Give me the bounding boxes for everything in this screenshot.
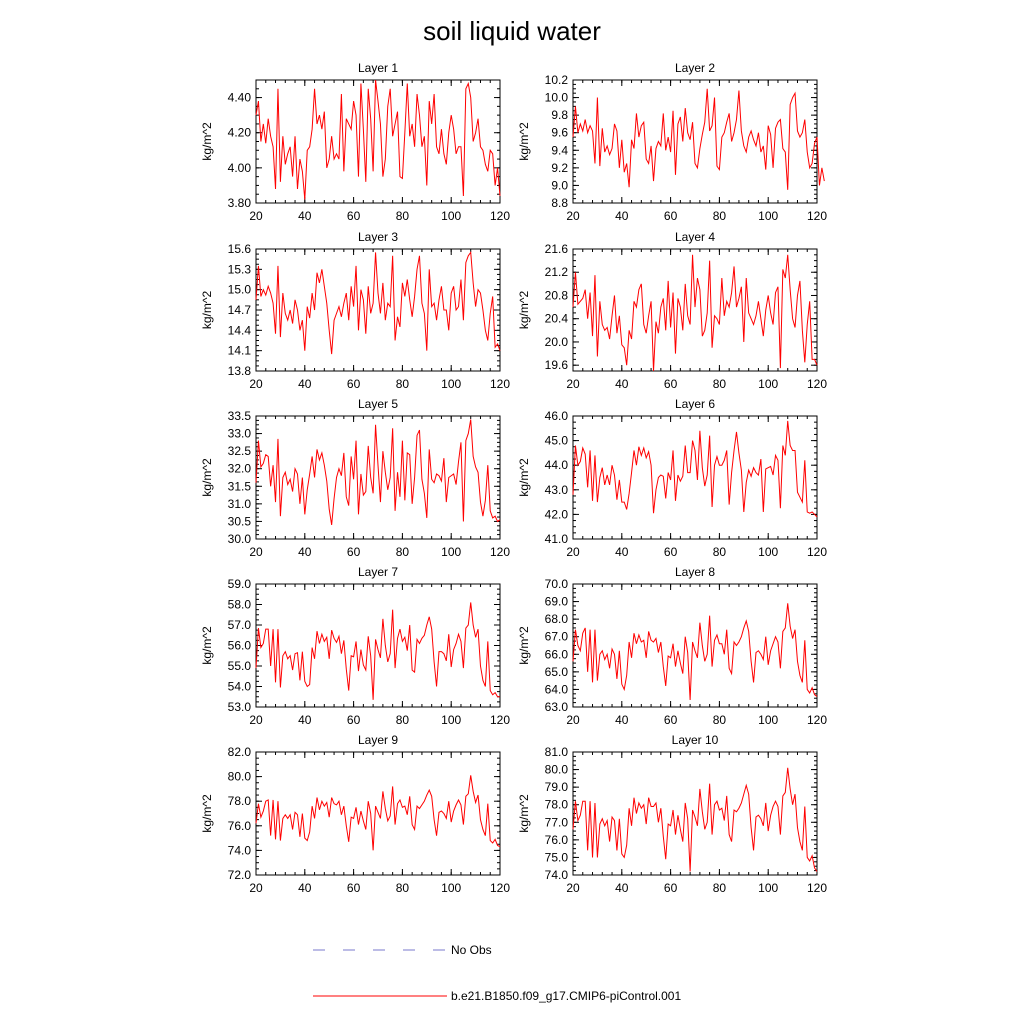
- panel-layer-10: [517, 733, 827, 895]
- x-tick-label: 60: [663, 209, 678, 223]
- x-tick-label: 100: [441, 881, 462, 895]
- y-tick-label: 63.0: [544, 700, 568, 714]
- y-tick-label: 78.0: [544, 797, 568, 812]
- y-tick-label: 9.8: [551, 108, 568, 123]
- x-tick-label: 40: [615, 377, 629, 391]
- series-line: [256, 420, 500, 525]
- series-line: [256, 252, 500, 354]
- y-tick-label: 59.0: [227, 577, 251, 591]
- y-tick-label: 31.0: [227, 496, 251, 511]
- x-tick-label: 60: [346, 209, 361, 223]
- y-tick-label: 41.0: [544, 532, 568, 546]
- y-tick-label: 20.0: [544, 334, 568, 349]
- plot-frame: [573, 752, 817, 875]
- y-tick-label: 4.00: [227, 160, 251, 175]
- panel-title: Layer 9: [357, 733, 399, 747]
- x-tick-label: 80: [712, 545, 727, 559]
- x-tick-label: 60: [346, 881, 361, 895]
- x-tick-label: 120: [806, 881, 828, 895]
- x-tick-label: 20: [566, 713, 580, 727]
- x-tick-label: 120: [489, 881, 511, 895]
- x-tick-label: 60: [346, 713, 361, 727]
- x-tick-label: 60: [663, 881, 678, 895]
- series-line: [573, 768, 817, 872]
- y-axis-label: kg/m^2: [517, 122, 531, 161]
- x-tick-label: 40: [615, 881, 629, 895]
- y-tick-label: 15.3: [227, 262, 251, 277]
- y-tick-label: 9.2: [551, 160, 568, 175]
- x-tick-label: 120: [806, 545, 828, 559]
- panel-layer-3: [200, 230, 510, 391]
- series-line: [256, 775, 500, 850]
- x-tick-label: 80: [395, 209, 410, 223]
- y-tick-label: 67.0: [544, 629, 568, 644]
- y-tick-label: 9.6: [551, 125, 568, 140]
- y-tick-label: 80.0: [544, 762, 568, 777]
- y-tick-label: 33.5: [227, 409, 251, 423]
- series-line: [573, 255, 817, 371]
- panel-title: Layer 5: [357, 397, 399, 411]
- y-tick-label: 82.0: [227, 745, 251, 759]
- panel-title: Layer 10: [671, 733, 719, 747]
- y-tick-label: 46.0: [544, 409, 568, 423]
- y-tick-label: 9.0: [551, 178, 568, 193]
- y-tick-label: 8.8: [551, 196, 568, 210]
- x-tick-label: 120: [489, 377, 511, 391]
- x-tick-label: 100: [441, 209, 462, 223]
- y-tick-label: 32.0: [227, 461, 251, 476]
- plot-frame: [256, 584, 500, 707]
- y-tick-label: 79.0: [544, 780, 568, 795]
- x-tick-label: 100: [758, 881, 779, 895]
- x-tick-label: 80: [395, 881, 410, 895]
- x-tick-label: 80: [712, 881, 727, 895]
- y-tick-label: 53.0: [227, 700, 251, 714]
- y-tick-label: 74.0: [227, 843, 251, 858]
- y-tick-label: 15.0: [227, 282, 251, 297]
- x-tick-label: 20: [249, 713, 263, 727]
- y-tick-label: 30.0: [227, 532, 251, 546]
- x-tick-label: 20: [249, 881, 263, 895]
- y-axis-label: kg/m^2: [200, 458, 214, 497]
- y-tick-label: 58.0: [227, 597, 251, 612]
- y-tick-label: 9.4: [551, 143, 568, 158]
- x-tick-label: 20: [249, 545, 263, 559]
- series-line: [573, 603, 817, 700]
- x-tick-label: 120: [489, 713, 511, 727]
- x-tick-label: 80: [395, 713, 410, 727]
- plot-frame: [573, 416, 817, 539]
- y-axis-label: kg/m^2: [200, 794, 214, 833]
- x-tick-label: 100: [441, 545, 462, 559]
- x-tick-label: 40: [298, 209, 312, 223]
- x-tick-label: 20: [249, 209, 263, 223]
- panel-title: Layer 2: [674, 61, 716, 75]
- panel-layer-6: [517, 397, 827, 559]
- y-tick-label: 20.8: [544, 288, 568, 303]
- x-tick-label: 40: [615, 545, 629, 559]
- panel-title: Layer 4: [674, 230, 716, 244]
- y-tick-label: 81.0: [544, 745, 568, 759]
- panel-title: Layer 7: [357, 565, 399, 579]
- x-tick-label: 40: [615, 713, 629, 727]
- x-tick-label: 120: [806, 209, 828, 223]
- y-tick-label: 30.5: [227, 514, 251, 529]
- y-tick-label: 57.0: [227, 618, 251, 632]
- plot-frame: [573, 80, 817, 203]
- y-tick-label: 4.20: [227, 125, 251, 140]
- y-tick-label: 68.0: [544, 612, 568, 627]
- y-tick-label: 21.2: [544, 265, 568, 280]
- x-tick-label: 120: [806, 713, 828, 727]
- y-tick-label: 14.4: [227, 323, 251, 338]
- y-tick-label: 74.0: [544, 868, 568, 882]
- series-line: [256, 602, 500, 699]
- panel-title: Layer 8: [674, 565, 716, 579]
- x-tick-label: 80: [395, 377, 410, 391]
- x-tick-label: 40: [298, 545, 312, 559]
- legend: [313, 943, 681, 1003]
- y-axis-label: kg/m^2: [200, 122, 214, 161]
- y-tick-label: 20.4: [544, 311, 568, 326]
- x-tick-label: 60: [346, 545, 361, 559]
- x-tick-label: 80: [712, 209, 727, 223]
- x-tick-label: 100: [758, 545, 779, 559]
- x-tick-label: 100: [441, 377, 462, 391]
- x-tick-label: 100: [758, 713, 779, 727]
- x-tick-label: 40: [298, 881, 312, 895]
- y-tick-label: 32.5: [227, 444, 251, 459]
- y-tick-label: 76.0: [227, 818, 251, 833]
- x-tick-label: 120: [489, 545, 511, 559]
- panel-layer-4: [517, 230, 827, 391]
- x-tick-label: 20: [566, 545, 580, 559]
- x-tick-label: 20: [249, 377, 263, 391]
- y-tick-label: 76.0: [544, 832, 568, 847]
- y-tick-label: 54.0: [227, 679, 251, 694]
- x-tick-label: 120: [489, 209, 511, 223]
- panel-layer-8: [517, 565, 827, 727]
- y-tick-label: 14.7: [227, 303, 251, 317]
- x-tick-label: 80: [712, 713, 727, 727]
- y-axis-label: kg/m^2: [517, 290, 531, 330]
- y-tick-label: 19.6: [544, 358, 568, 373]
- y-tick-label: 43.0: [544, 482, 568, 497]
- legend-obs-label: No Obs: [451, 943, 492, 957]
- y-tick-label: 45.0: [544, 433, 568, 448]
- figure-title: soil liquid water: [423, 16, 601, 46]
- plot-frame: [573, 584, 817, 707]
- y-tick-label: 69.0: [544, 594, 568, 609]
- y-tick-label: 72.0: [227, 868, 251, 882]
- y-tick-label: 42.0: [544, 507, 568, 522]
- panel-layer-9: [200, 733, 510, 895]
- x-tick-label: 40: [298, 377, 312, 391]
- y-tick-label: 77.0: [544, 815, 568, 830]
- y-tick-label: 4.40: [227, 90, 251, 105]
- y-tick-label: 10.2: [544, 73, 568, 87]
- legend-model-label: b.e21.B1850.f09_g17.CMIP6-piControl.001: [451, 989, 682, 1003]
- x-tick-label: 60: [663, 377, 678, 391]
- x-tick-label: 60: [663, 713, 678, 727]
- panel-layer-2: [517, 61, 827, 223]
- y-tick-label: 3.80: [227, 196, 251, 210]
- y-tick-label: 65.0: [544, 664, 568, 679]
- x-tick-label: 40: [298, 713, 312, 727]
- y-tick-label: 70.0: [544, 577, 568, 591]
- x-tick-label: 100: [758, 377, 779, 391]
- y-tick-label: 13.8: [227, 364, 251, 378]
- x-tick-label: 60: [346, 377, 361, 391]
- x-tick-label: 20: [566, 209, 580, 223]
- y-axis-label: kg/m^2: [200, 626, 214, 665]
- x-tick-label: 20: [566, 881, 580, 895]
- y-axis-label: kg/m^2: [517, 458, 531, 497]
- y-tick-label: 75.0: [544, 850, 568, 865]
- panel-layer-7: [200, 565, 510, 727]
- y-axis-label: kg/m^2: [517, 626, 531, 665]
- y-tick-label: 15.6: [227, 242, 251, 256]
- x-tick-label: 100: [441, 713, 462, 727]
- y-tick-label: 31.5: [227, 479, 251, 494]
- x-tick-label: 100: [758, 209, 779, 223]
- y-tick-label: 33.0: [227, 426, 251, 441]
- series-line: [573, 421, 817, 517]
- y-axis-label: kg/m^2: [517, 794, 531, 833]
- series-line: [573, 89, 824, 190]
- y-tick-label: 80.0: [227, 769, 251, 784]
- panels-grid: [200, 61, 827, 895]
- y-tick-label: 56.0: [227, 638, 251, 653]
- series-line: [256, 80, 500, 199]
- y-tick-label: 78.0: [227, 794, 251, 809]
- panel-layer-5: [200, 397, 510, 559]
- y-tick-label: 21.6: [544, 242, 568, 256]
- y-tick-label: 44.0: [544, 458, 568, 473]
- panel-layer-1: [200, 61, 510, 223]
- x-tick-label: 80: [712, 377, 727, 391]
- panel-title: Layer 3: [357, 230, 399, 244]
- y-tick-label: 55.0: [227, 659, 251, 673]
- x-tick-label: 120: [806, 377, 828, 391]
- y-tick-label: 64.0: [544, 682, 568, 697]
- x-tick-label: 20: [566, 377, 580, 391]
- panel-title: Layer 6: [674, 397, 716, 411]
- y-tick-label: 66.0: [544, 647, 568, 662]
- x-tick-label: 40: [615, 209, 629, 223]
- y-tick-label: 14.1: [227, 343, 251, 358]
- y-tick-label: 10.0: [544, 90, 568, 105]
- x-tick-label: 60: [663, 545, 678, 559]
- x-tick-label: 80: [395, 545, 410, 559]
- panel-title: Layer 1: [357, 61, 399, 75]
- y-axis-label: kg/m^2: [200, 290, 214, 330]
